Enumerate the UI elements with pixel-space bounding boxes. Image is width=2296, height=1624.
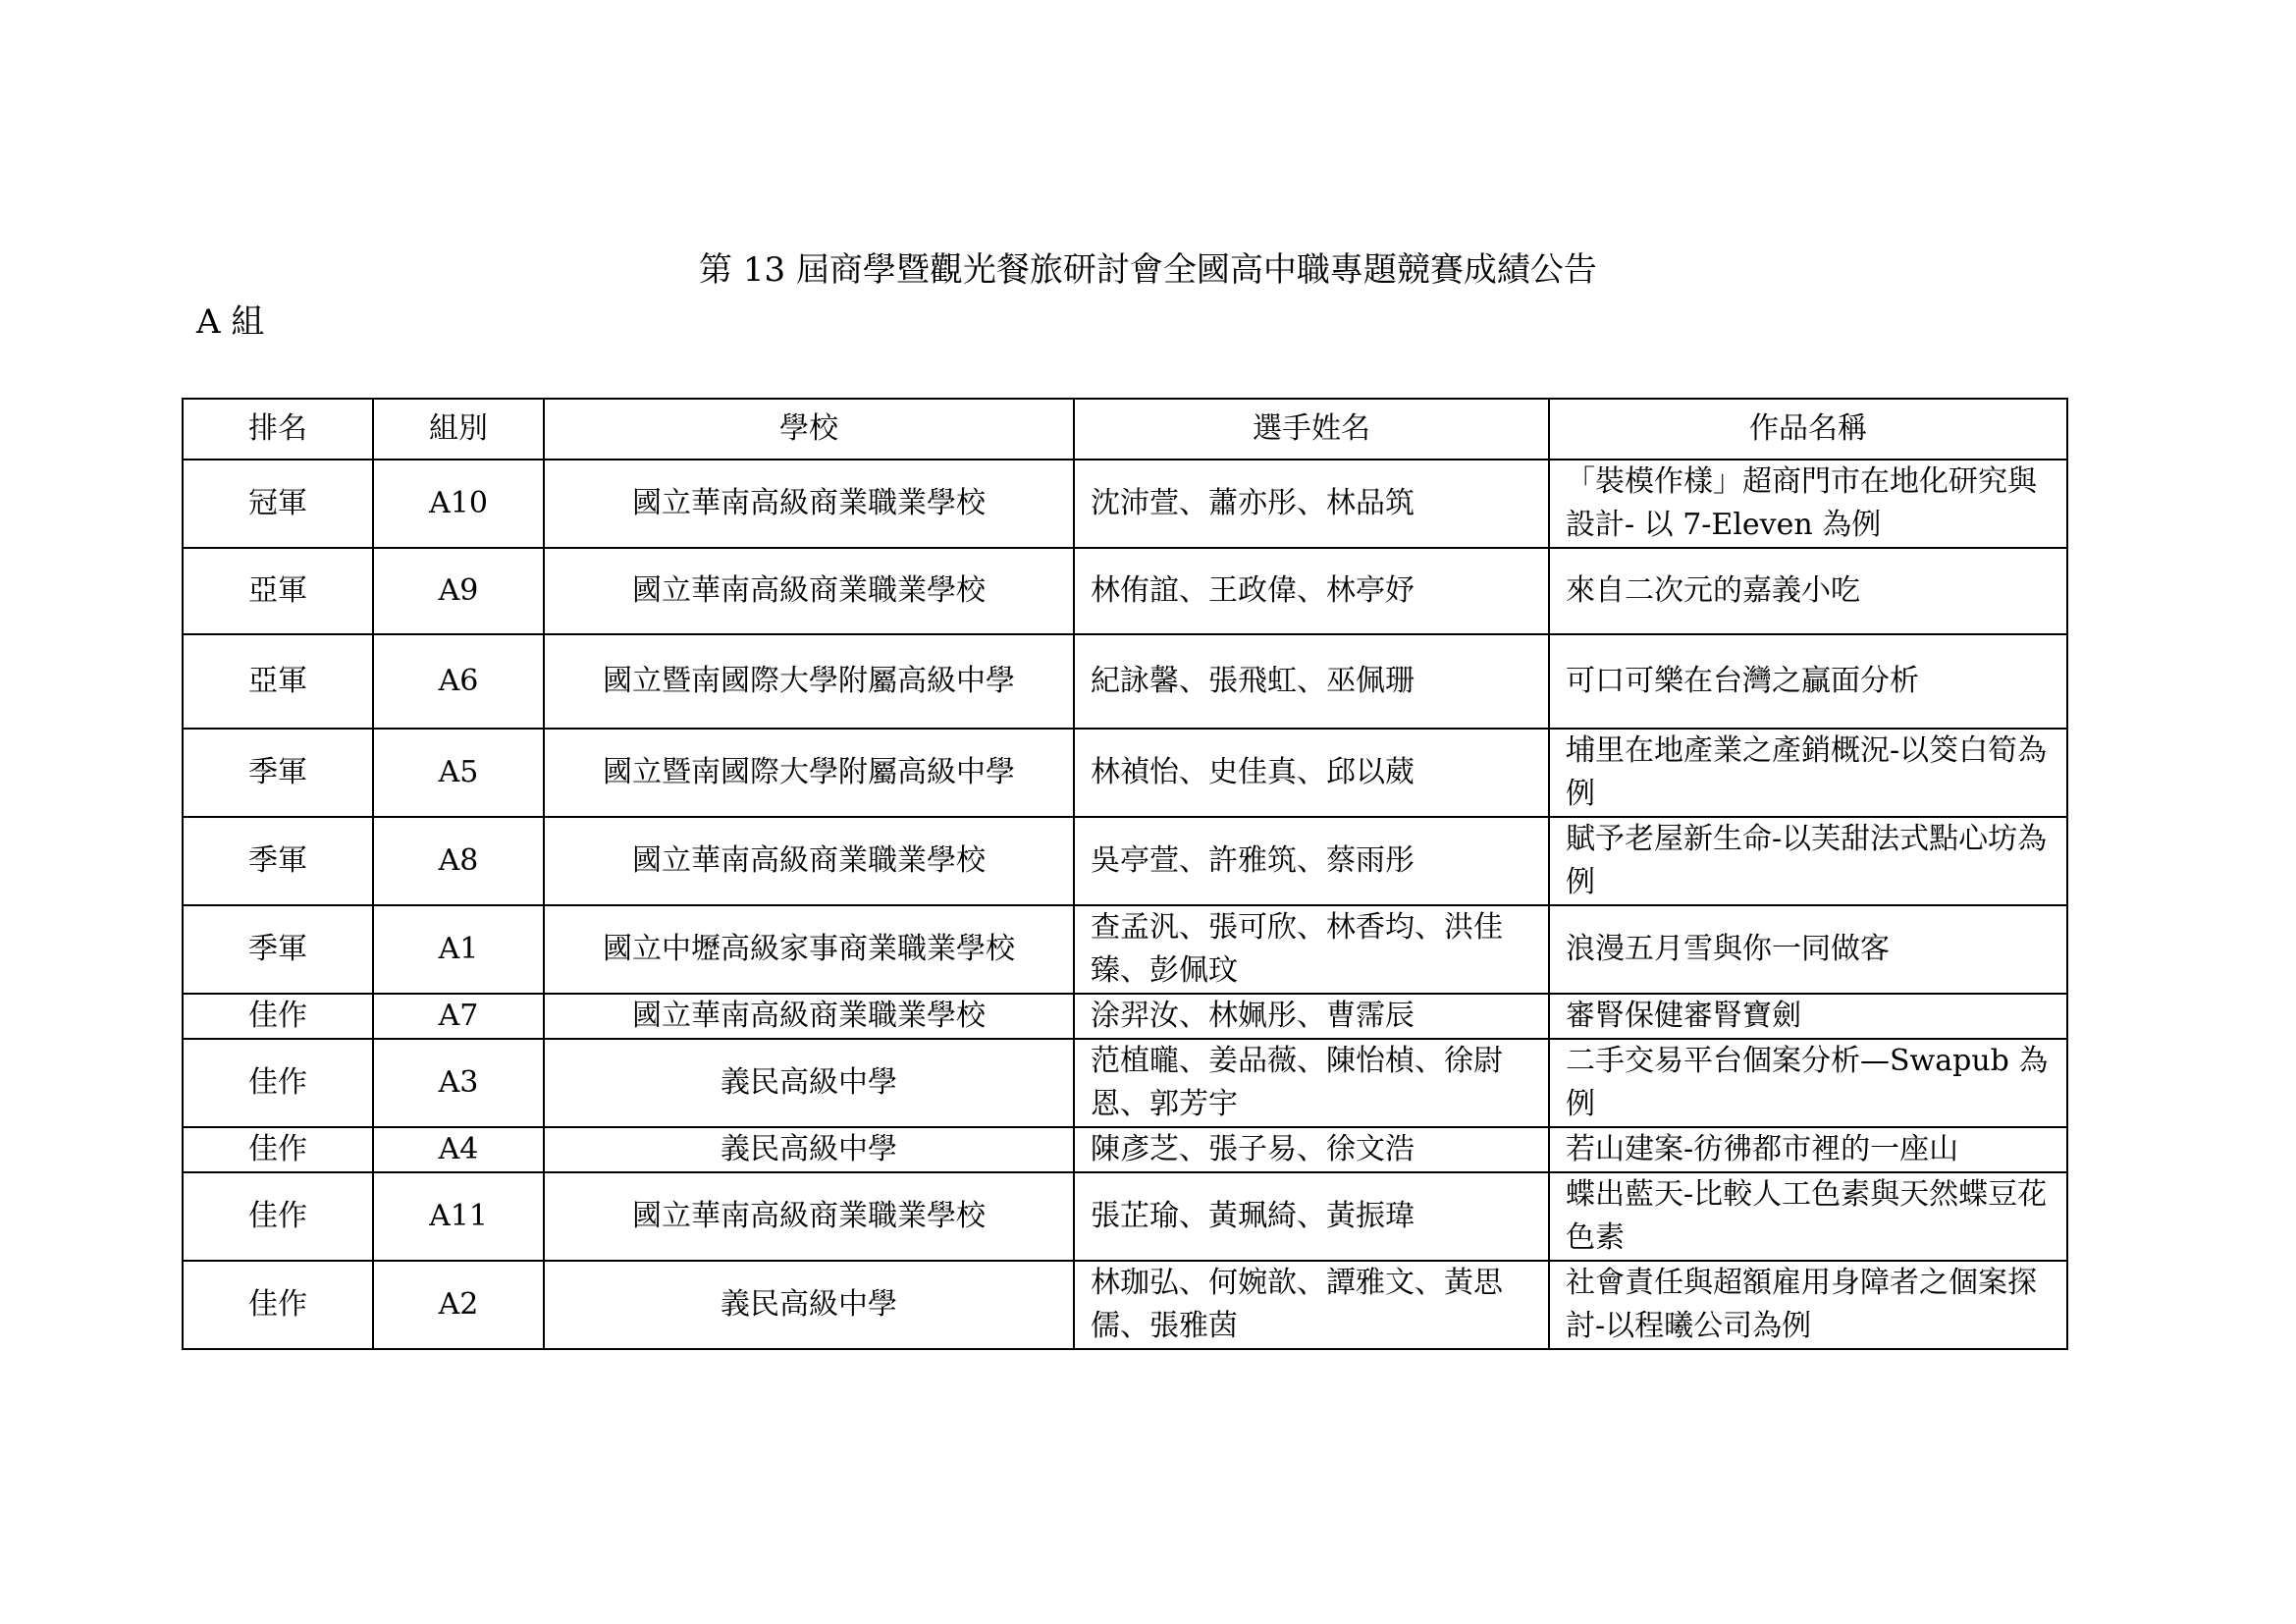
cell-work <box>1549 1127 2067 1172</box>
cell-rank-text: 佳作 <box>248 1199 307 1233</box>
cell-students-text: 林珈弘、何婉歆、譚雅文、黃思儒、張雅茵 <box>1091 1266 1503 1343</box>
header-rank: 排名 <box>183 399 373 460</box>
cell-rank <box>183 1261 373 1349</box>
table-row <box>183 994 2067 1039</box>
cell-school <box>544 460 1074 548</box>
table-row <box>183 1172 2067 1261</box>
cell-work <box>1549 548 2067 634</box>
cell-group <box>373 994 544 1039</box>
cell-students <box>1074 548 1549 634</box>
cell-group-text: A3 <box>438 1065 479 1100</box>
cell-work <box>1549 1039 2067 1127</box>
cell-school-text: 義民高級中學 <box>721 1065 897 1100</box>
cell-group-text: A2 <box>438 1287 479 1322</box>
cell-group-text: A9 <box>438 573 479 608</box>
cell-group <box>373 817 544 905</box>
cell-group-text: A5 <box>438 755 479 789</box>
cell-group <box>373 905 544 994</box>
cell-students-text: 紀詠馨、張飛虹、巫佩珊 <box>1091 664 1415 698</box>
cell-work-text: 賦予老屋新生命-以芙甜法式點心坊為例 <box>1566 822 2048 899</box>
header-students: 選手姓名 <box>1074 399 1549 460</box>
cell-group-text: A4 <box>438 1132 479 1166</box>
table-row <box>183 460 2067 548</box>
cell-students <box>1074 905 1549 994</box>
cell-work <box>1549 460 2067 548</box>
cell-rank <box>183 1039 373 1127</box>
cell-students <box>1074 634 1549 729</box>
cell-work-text: 蝶出藍天-比較人工色素與天然蝶豆花色素 <box>1566 1177 2048 1255</box>
cell-students <box>1074 729 1549 817</box>
cell-rank <box>183 994 373 1039</box>
cell-group <box>373 729 544 817</box>
cell-work <box>1549 905 2067 994</box>
cell-school <box>544 1039 1074 1127</box>
cell-students <box>1074 1261 1549 1349</box>
table-row <box>183 817 2067 905</box>
cell-group <box>373 460 544 548</box>
group-label: A 組 <box>196 302 265 342</box>
cell-students <box>1074 817 1549 905</box>
cell-school-text: 國立華南高級商業職業學校 <box>632 843 986 878</box>
cell-work-text: 審腎保健審腎寶劍 <box>1566 999 1801 1033</box>
cell-group-text: A7 <box>438 999 479 1033</box>
cell-students <box>1074 460 1549 548</box>
cell-students-text: 涂羿汝、林姵彤、曹霈辰 <box>1091 999 1415 1033</box>
cell-work <box>1549 1172 2067 1261</box>
cell-students <box>1074 1127 1549 1172</box>
table-row <box>183 905 2067 994</box>
cell-group <box>373 634 544 729</box>
results-table <box>182 398 2068 1350</box>
cell-group-text: A8 <box>438 843 479 878</box>
cell-rank <box>183 1172 373 1261</box>
cell-students <box>1074 1172 1549 1261</box>
cell-school-text: 國立華南高級商業職業學校 <box>632 999 986 1033</box>
cell-school-text: 國立暨南國際大學附屬高級中學 <box>603 755 1015 789</box>
cell-rank-text: 佳作 <box>248 1132 307 1166</box>
cell-school <box>544 1127 1074 1172</box>
cell-rank-text: 季軍 <box>248 843 307 878</box>
cell-students-text: 林侑誼、王政偉、林亭妤 <box>1091 573 1415 608</box>
cell-group-text: A1 <box>438 932 479 966</box>
cell-rank-text: 佳作 <box>248 1287 307 1322</box>
cell-students-text: 查孟汎、張可欣、林香均、洪佳臻、彭佩玟 <box>1091 910 1503 988</box>
cell-work <box>1549 634 2067 729</box>
table-header-row <box>183 399 2067 460</box>
cell-school-text: 國立暨南國際大學附屬高級中學 <box>603 664 1015 698</box>
cell-students-text: 吳亭萱、許雅筑、蔡雨彤 <box>1091 843 1415 878</box>
cell-work-text: 可口可樂在台灣之贏面分析 <box>1566 664 1919 698</box>
cell-work <box>1549 729 2067 817</box>
cell-students-text: 沈沛萱、蕭亦彤、林品筑 <box>1091 486 1415 520</box>
cell-group <box>373 1039 544 1127</box>
cell-work-text: 若山建案-彷彿都市裡的一座山 <box>1566 1132 1959 1166</box>
cell-school-text: 國立中壢高級家事商業職業學校 <box>603 932 1015 966</box>
table-row <box>183 729 2067 817</box>
cell-rank-text: 季軍 <box>248 932 307 966</box>
table-row <box>183 1261 2067 1349</box>
cell-school <box>544 1261 1074 1349</box>
cell-work-text: 來自二次元的嘉義小吃 <box>1566 573 1860 608</box>
cell-rank <box>183 905 373 994</box>
cell-group-text: A6 <box>438 664 479 698</box>
cell-group <box>373 1172 544 1261</box>
results-body <box>183 460 2067 1349</box>
page-title: 第 13 屆商學暨觀光餐旅研討會全國高中職專題競賽成績公告 <box>699 250 1597 290</box>
cell-work <box>1549 994 2067 1039</box>
cell-students <box>1074 994 1549 1039</box>
cell-school-text: 義民高級中學 <box>721 1132 897 1166</box>
cell-students-text: 陳彥芝、張子易、徐文浩 <box>1091 1132 1415 1166</box>
cell-rank <box>183 548 373 634</box>
cell-school <box>544 729 1074 817</box>
cell-work-text: 二手交易平台個案分析—Swapub 為例 <box>1566 1044 2049 1121</box>
cell-rank <box>183 817 373 905</box>
cell-students <box>1074 1039 1549 1127</box>
table-row <box>183 1127 2067 1172</box>
cell-school-text: 義民高級中學 <box>721 1287 897 1322</box>
cell-school <box>544 634 1074 729</box>
cell-students-text: 林禎怡、史佳真、邱以葳 <box>1091 755 1415 789</box>
header-work: 作品名稱 <box>1549 399 2067 460</box>
cell-school-text: 國立華南高級商業職業學校 <box>632 1199 986 1233</box>
cell-work-text: 埔里在地產業之產銷概況-以筊白筍為例 <box>1566 733 2048 811</box>
cell-work <box>1549 817 2067 905</box>
cell-work-text: 浪漫五月雪與你一同做客 <box>1566 932 1890 966</box>
table-row <box>183 1039 2067 1127</box>
cell-school-text: 國立華南高級商業職業學校 <box>632 573 986 608</box>
cell-work-text: 「裝模作樣」超商門市在地化研究與設計- 以 7-Eleven 為例 <box>1566 464 2037 542</box>
cell-work-text: 社會責任與超額雇用身障者之個案探討-以程曦公司為例 <box>1566 1266 2037 1343</box>
cell-group-text: A10 <box>429 486 488 520</box>
cell-group <box>373 548 544 634</box>
cell-school <box>544 1172 1074 1261</box>
cell-rank <box>183 1127 373 1172</box>
cell-rank-text: 季軍 <box>248 755 307 789</box>
cell-rank-text: 亞軍 <box>248 664 307 698</box>
cell-school <box>544 994 1074 1039</box>
cell-group <box>373 1127 544 1172</box>
cell-rank-text: 冠軍 <box>248 486 307 520</box>
cell-students-text: 張芷瑜、黃珮綺、黃振瑋 <box>1091 1199 1415 1233</box>
cell-rank <box>183 460 373 548</box>
cell-students-text: 范植曨、姜品薇、陳怡楨、徐尉恩、郭芳宇 <box>1091 1044 1503 1121</box>
cell-rank <box>183 634 373 729</box>
cell-rank-text: 亞軍 <box>248 573 307 608</box>
cell-school <box>544 817 1074 905</box>
cell-rank <box>183 729 373 817</box>
cell-school-text: 國立華南高級商業職業學校 <box>632 486 986 520</box>
table-row <box>183 548 2067 634</box>
header-school: 學校 <box>544 399 1074 460</box>
cell-rank-text: 佳作 <box>248 1065 307 1100</box>
table-row <box>183 634 2067 729</box>
cell-group-text: A11 <box>429 1199 488 1233</box>
cell-rank-text: 佳作 <box>248 999 307 1033</box>
cell-group <box>373 1261 544 1349</box>
cell-school <box>544 548 1074 634</box>
cell-work <box>1549 1261 2067 1349</box>
header-group: 組別 <box>373 399 544 460</box>
cell-school <box>544 905 1074 994</box>
